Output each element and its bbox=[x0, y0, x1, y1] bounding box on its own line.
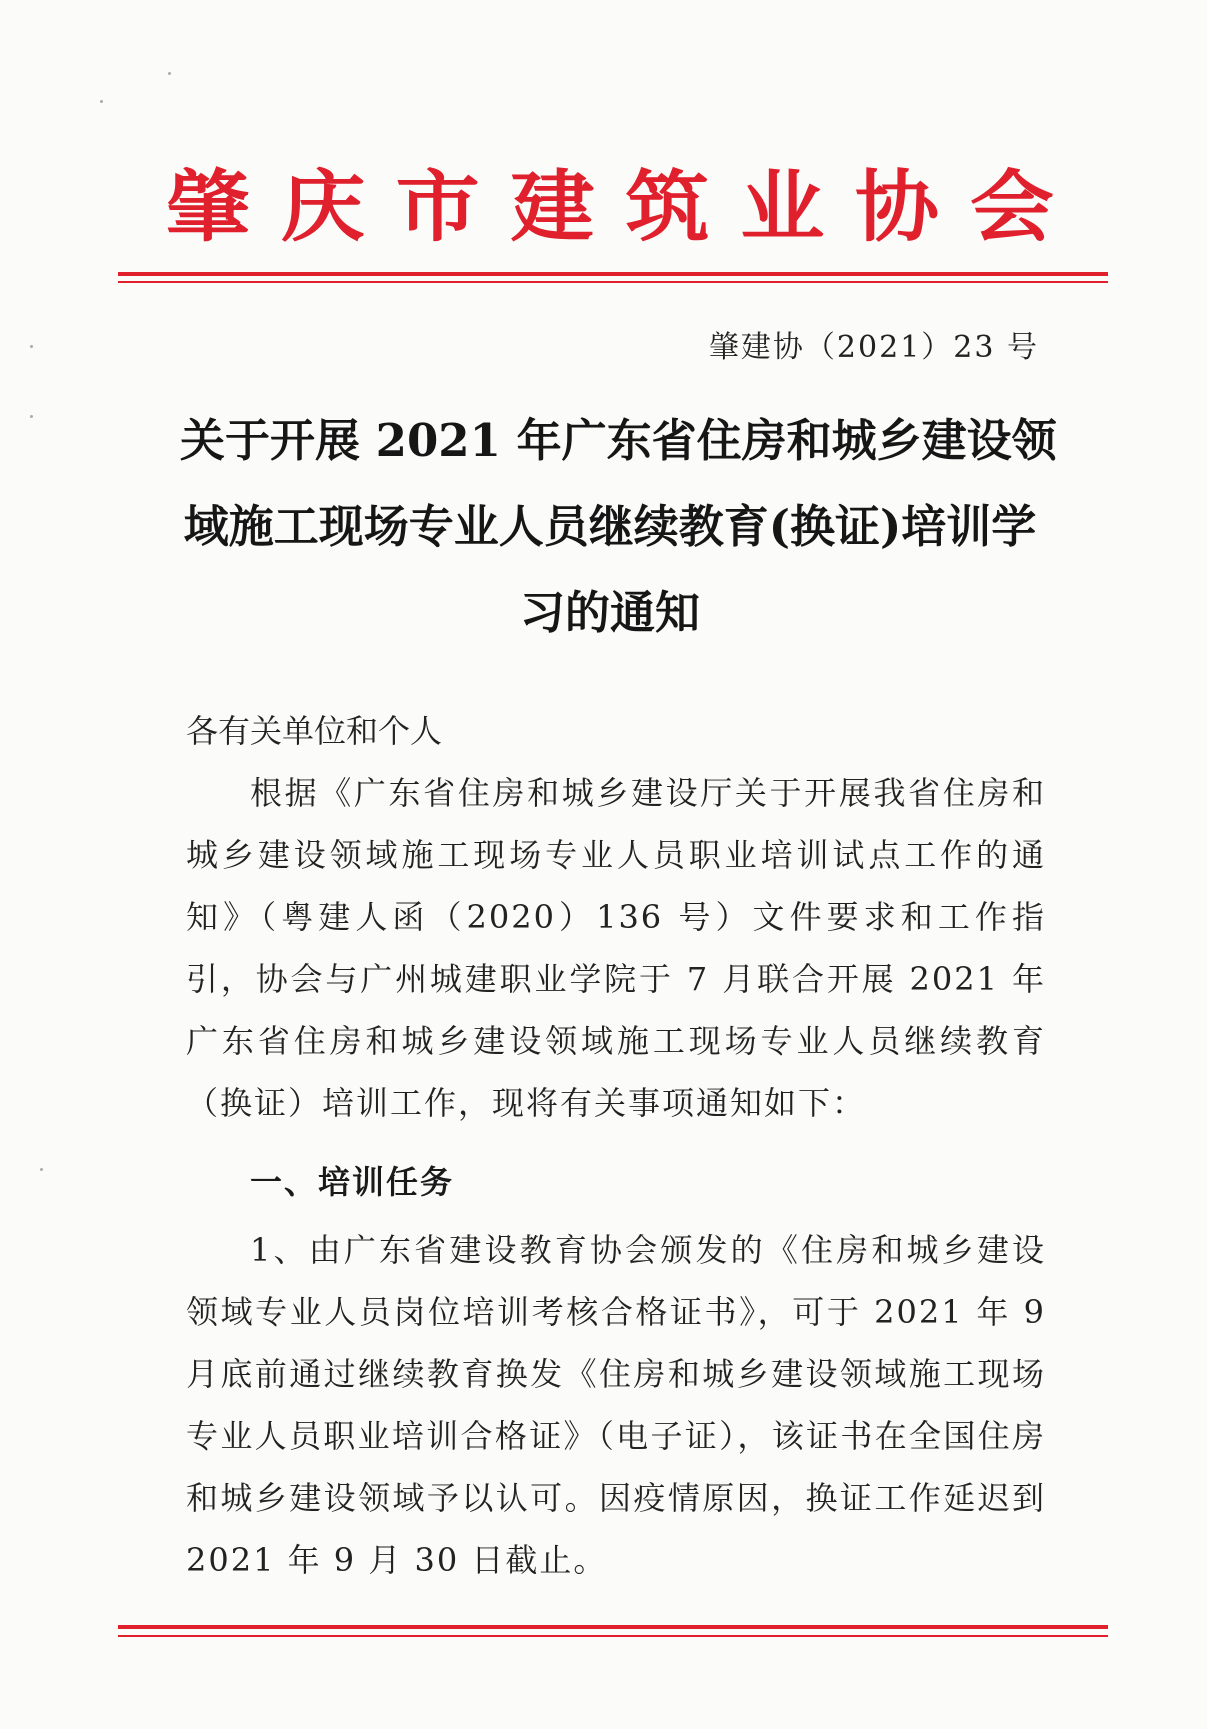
header-divider-thin bbox=[118, 281, 1108, 283]
organization-header bbox=[160, 161, 1060, 253]
footer-divider-thin bbox=[118, 1635, 1108, 1637]
org-name-char: 建 bbox=[510, 161, 595, 253]
salutation: 各有关单位和个人 bbox=[186, 712, 443, 750]
footer-divider-thick bbox=[118, 1625, 1108, 1629]
org-name-char: 会 bbox=[969, 161, 1054, 253]
scan-speck bbox=[168, 72, 171, 75]
org-name-char: 市 bbox=[395, 161, 480, 253]
scan-speck bbox=[30, 345, 33, 348]
document-title bbox=[180, 398, 1057, 656]
org-name-char: 筑 bbox=[625, 161, 710, 253]
scan-speck bbox=[40, 1168, 43, 1171]
scan-speck bbox=[100, 100, 103, 103]
org-name-char: 肇 bbox=[165, 161, 250, 253]
title-line-1: 关于开展 2021 年广东省住房和城乡建设领 bbox=[180, 414, 1057, 467]
scan-speck bbox=[30, 415, 33, 418]
org-name-char: 业 bbox=[740, 161, 825, 253]
title-line-3: 习的通知 bbox=[519, 586, 700, 639]
org-name-char: 协 bbox=[855, 161, 940, 253]
section-heading-training-task: 一、培训任务 bbox=[250, 1163, 455, 1201]
document-number: 肇建协（2021）23 号 bbox=[708, 330, 1039, 365]
header-divider-thick bbox=[118, 272, 1108, 276]
section-item-1: 1、由广东省建设教育协会颁发的《住房和城乡建设领域专业人员岗位培训考核合格证书》，可于 2021 年 9 月底前通过继续教育换发《住房和城乡建设领域施工现场专业人员职业培训合格证》（电子证），该证书在全国住房和城乡建设领域予以认可。因疫情原因，换证工作延迟到 2021 年 9 月 30 日截止。 bbox=[186, 1231, 1046, 1579]
title-line-2: 域施工现场专业人员继续教育(换证)培训学 bbox=[183, 500, 1037, 553]
org-name-char: 庆 bbox=[280, 161, 365, 253]
intro-paragraph: 根据《广东省住房和城乡建设厅关于开展我省住房和城乡建设领域施工现场专业人员职业培训试点工作的通知》（粤建人函（2020）136 号）文件要求和工作指引，协会与广州城建职业学院于 7 月联合开展 2021 年广东省住房和城乡建设领域施工现场专业人员继续教育（换证）培训工作，现将有关事项通知如下： bbox=[186, 774, 1046, 1122]
